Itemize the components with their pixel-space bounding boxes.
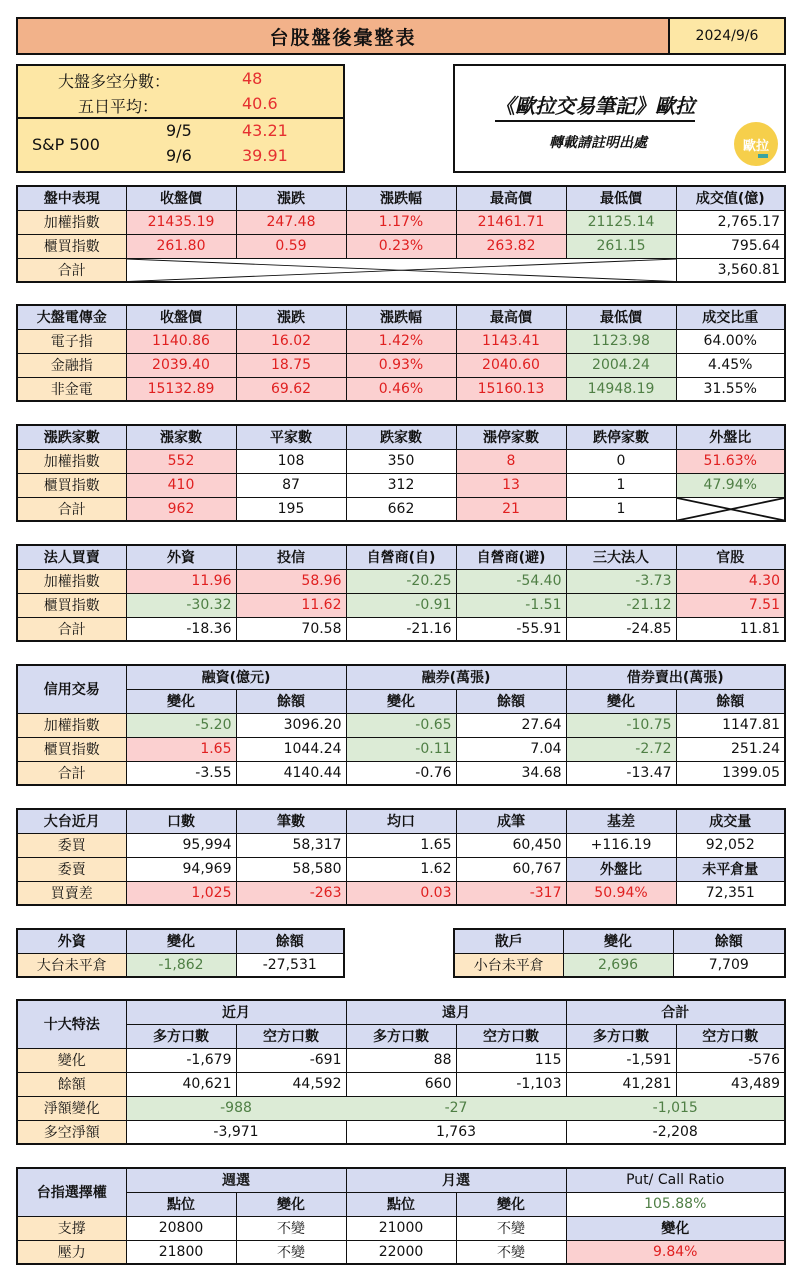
table-row: [17, 1072, 785, 1096]
row-label: 加權指數: [17, 713, 126, 737]
volume-cell: 795.64: [676, 234, 785, 258]
share-cell: 64.00%: [676, 329, 785, 353]
market-score-value: 48: [242, 69, 263, 88]
table-row: [17, 1120, 785, 1144]
row-label: 金融指: [17, 353, 126, 377]
value-cell: 34.68: [456, 761, 566, 785]
up-count-cell: 962: [126, 497, 236, 521]
score-panel: [16, 64, 345, 173]
header-cell: 十大特法: [17, 1000, 126, 1048]
value-cell: 27.64: [456, 713, 566, 737]
subheader-cell: 點位: [126, 1192, 236, 1216]
close-cell: 2039.40: [126, 353, 236, 377]
value-cell: -13.47: [566, 761, 676, 785]
low-cell: 2004.24: [566, 353, 676, 377]
dealer-hedge-cell: -1.51: [456, 593, 566, 617]
down-count-cell: 312: [346, 473, 456, 497]
flat-count-cell: 195: [236, 497, 346, 521]
row-label: 加權指數: [17, 210, 126, 234]
subheader-cell: 變化: [346, 689, 456, 713]
retail-oi-table: [453, 928, 786, 978]
header-cell: 最高價: [456, 305, 566, 329]
header-cell: 信用交易: [17, 665, 126, 713]
header-cell: 自營商(避): [456, 545, 566, 569]
header-cell: 大盤電傳金: [17, 305, 126, 329]
limit-down-cell: 0: [566, 449, 676, 473]
empty-crossed-cell: [676, 497, 785, 521]
table-row: [17, 258, 785, 282]
row-label: 委買: [17, 833, 126, 857]
table-row: [17, 857, 785, 881]
institutional-table: [16, 544, 786, 642]
net-change-cell: -27: [346, 1096, 566, 1120]
value-cell: 660: [346, 1072, 456, 1096]
row-label: 加權指數: [17, 569, 126, 593]
three-total-cell: -24.85: [566, 617, 676, 641]
value-cell: 21800: [126, 1240, 236, 1264]
close-cell: 261.80: [126, 234, 236, 258]
table-row: [17, 713, 785, 737]
lots-cell: 95,994: [126, 833, 236, 857]
subheader-cell: 空方口數: [456, 1024, 566, 1048]
group-header: 融資(億元): [126, 665, 346, 689]
deals-cell: 60,450: [456, 833, 566, 857]
high-cell: 15160.13: [456, 377, 566, 401]
value-cell: 1147.81: [676, 713, 785, 737]
dealer-self-cell: -20.25: [346, 569, 456, 593]
title-bar: [16, 17, 786, 55]
close-cell: 1140.86: [126, 329, 236, 353]
value-cell: 1044.24: [236, 737, 346, 761]
close-cell: 15132.89: [126, 377, 236, 401]
intraday-table: [16, 185, 786, 283]
down-count-cell: 662: [346, 497, 456, 521]
options-table: [16, 1167, 786, 1265]
value-cell: 1.65: [126, 737, 236, 761]
header-cell: 大台近月: [17, 809, 126, 833]
brand-subtitle: 轉載請註明出處: [549, 135, 647, 151]
row-label: 多空淨額: [17, 1120, 126, 1144]
orders-cell: 58,317: [236, 833, 346, 857]
low-cell: 21125.14: [566, 210, 676, 234]
subheader-cell: 點位: [346, 1192, 456, 1216]
row-label: 餘額: [17, 1072, 126, 1096]
dealer-self-cell: -21.16: [346, 617, 456, 641]
top10-traders-table: [16, 999, 786, 1145]
lots-cell: 1,025: [126, 881, 236, 905]
header-cell: 收盤價: [126, 186, 236, 210]
outer-ratio-cell: 51.63%: [676, 449, 785, 473]
header-cell: 三大法人: [566, 545, 676, 569]
subheader-cell: 變化: [126, 689, 236, 713]
open-interest-header: 未平倉量: [676, 857, 785, 881]
sp500-date-2: 9/6: [166, 146, 192, 165]
header-cell: 漲跌家數: [17, 425, 126, 449]
table-row: [17, 833, 785, 857]
volume-total-cell: 3,560.81: [676, 258, 785, 282]
row-label: 非金電: [17, 377, 126, 401]
value-cell: 43,489: [676, 1072, 785, 1096]
value-cell: 7.04: [456, 737, 566, 761]
header-cell: 漲跌: [236, 305, 346, 329]
subheader-cell: 餘額: [236, 689, 346, 713]
header-cell: 平家數: [236, 425, 346, 449]
value-cell: 20800: [126, 1216, 236, 1240]
credit-table: [16, 664, 786, 786]
change-cell: 247.48: [236, 210, 346, 234]
group-header: 近月: [126, 1000, 346, 1024]
value-cell: -1,103: [456, 1072, 566, 1096]
three-total-cell: -3.73: [566, 569, 676, 593]
orders-cell: 58,580: [236, 857, 346, 881]
header-cell: 口數: [126, 809, 236, 833]
row-label: 淨額變化: [17, 1096, 126, 1120]
header-cell: 散戶: [454, 929, 563, 953]
group-header: 融券(萬張): [346, 665, 566, 689]
table-row: [17, 617, 785, 641]
header-cell: 漲跌幅: [346, 305, 456, 329]
futures-table: [16, 808, 786, 906]
five-day-avg-label: 五日平均：: [78, 97, 159, 116]
table-row: [17, 473, 785, 497]
header-cell: 成交比重: [676, 305, 785, 329]
header-cell: 盤中表現: [17, 186, 126, 210]
pc-change-header: 變化: [566, 1216, 785, 1240]
net-position-cell: 1,763: [346, 1120, 566, 1144]
brand-logo-icon: 歐拉: [734, 122, 778, 166]
avg-cell: 1.62: [346, 857, 456, 881]
deals-cell: 60,767: [456, 857, 566, 881]
value-cell: -5.20: [126, 713, 236, 737]
table-row: [17, 210, 785, 234]
subheader-cell: 變化: [236, 1192, 346, 1216]
dealer-hedge-cell: -54.40: [456, 569, 566, 593]
header-cell: 均口: [346, 809, 456, 833]
brand-panel: [453, 64, 786, 173]
group-header: 借券賣出(萬張): [566, 665, 785, 689]
foreign-cell: -30.32: [126, 593, 236, 617]
trust-cell: 58.96: [236, 569, 346, 593]
subheader-cell: 空方口數: [236, 1024, 346, 1048]
sectors-table: [16, 304, 786, 402]
subheader-cell: 變化: [456, 1192, 566, 1216]
group-header: Put/ Call Ratio: [566, 1168, 785, 1192]
pct-cell: 1.17%: [346, 210, 456, 234]
pct-cell: 0.23%: [346, 234, 456, 258]
group-header: 週選: [126, 1168, 346, 1192]
row-label: 電子指: [17, 329, 126, 353]
table-row: [17, 234, 785, 258]
table-row: [17, 449, 785, 473]
avg-cell: 1.65: [346, 833, 456, 857]
value-cell: -1,679: [126, 1048, 236, 1072]
empty-crossed-cell: [126, 258, 676, 282]
gov-cell: 11.81: [676, 617, 785, 641]
header-cell: 餘額: [236, 929, 344, 953]
up-count-cell: 410: [126, 473, 236, 497]
header-cell: 漲家數: [126, 425, 236, 449]
header-cell: 變化: [563, 929, 673, 953]
basis-cell: +116.19: [566, 833, 676, 857]
subheader-cell: 多方口數: [346, 1024, 456, 1048]
value-cell: 4140.44: [236, 761, 346, 785]
table-row: [17, 593, 785, 617]
flat-count-cell: 108: [236, 449, 346, 473]
subheader-cell: 變化: [566, 689, 676, 713]
pc-ratio-value: 105.88%: [566, 1192, 785, 1216]
row-label: 大台未平倉: [17, 953, 126, 977]
net-position-cell: -2,208: [566, 1120, 785, 1144]
subheader-cell: 餘額: [456, 689, 566, 713]
change-cell: 2,696: [563, 953, 673, 977]
trust-cell: 70.58: [236, 617, 346, 641]
balance-cell: 7,709: [673, 953, 785, 977]
outer-ratio-header: 外盤比: [566, 857, 676, 881]
header-cell: 基差: [566, 809, 676, 833]
header-cell: 投信: [236, 545, 346, 569]
value-cell: 115: [456, 1048, 566, 1072]
value-cell: -576: [676, 1048, 785, 1072]
high-cell: 2040.60: [456, 353, 566, 377]
table-row: [17, 761, 785, 785]
header-cell: 跌停家數: [566, 425, 676, 449]
change-cell: 18.75: [236, 353, 346, 377]
row-label: 櫃買指數: [17, 737, 126, 761]
table-row: [17, 881, 785, 905]
sp500-value-2: 39.91: [242, 146, 288, 165]
value-cell: 88: [346, 1048, 456, 1072]
limit-down-cell: 1: [566, 497, 676, 521]
breadth-table: [16, 424, 786, 522]
row-label: 櫃買指數: [17, 473, 126, 497]
table-row: [17, 497, 785, 521]
value-cell: 不變: [236, 1240, 346, 1264]
table-row: [454, 953, 785, 977]
high-cell: 263.82: [456, 234, 566, 258]
table-row: [17, 1048, 785, 1072]
volume-cell: 92,052: [676, 833, 785, 857]
sp500-date-1: 9/5: [166, 121, 192, 140]
value-cell: 21000: [346, 1216, 456, 1240]
value-cell: -0.76: [346, 761, 456, 785]
header-cell: 漲停家數: [456, 425, 566, 449]
share-cell: 4.45%: [676, 353, 785, 377]
value-cell: -691: [236, 1048, 346, 1072]
down-count-cell: 350: [346, 449, 456, 473]
table-row: [17, 377, 785, 401]
orders-cell: -263: [236, 881, 346, 905]
subheader-cell: 空方口數: [676, 1024, 785, 1048]
trust-cell: 11.62: [236, 593, 346, 617]
change-cell: 16.02: [236, 329, 346, 353]
dealer-hedge-cell: -55.91: [456, 617, 566, 641]
value-cell: 不變: [456, 1216, 566, 1240]
row-label: 買賣差: [17, 881, 126, 905]
value-cell: -3.55: [126, 761, 236, 785]
net-position-cell: -3,971: [126, 1120, 346, 1144]
table-row: [17, 953, 344, 977]
table-row: [17, 1096, 785, 1120]
pct-cell: 1.42%: [346, 329, 456, 353]
row-label: 合計: [17, 497, 126, 521]
header-cell: 成筆: [456, 809, 566, 833]
pct-cell: 0.93%: [346, 353, 456, 377]
pc-change-value: 9.84%: [566, 1240, 785, 1264]
value-cell: -0.65: [346, 713, 456, 737]
avg-cell: 0.03: [346, 881, 456, 905]
close-cell: 21435.19: [126, 210, 236, 234]
value-cell: 22000: [346, 1240, 456, 1264]
balance-cell: -27,531: [236, 953, 344, 977]
table-row: [17, 737, 785, 761]
value-cell: 1399.05: [676, 761, 785, 785]
net-change-cell: -988: [126, 1096, 346, 1120]
header-cell: 筆數: [236, 809, 346, 833]
low-cell: 14948.19: [566, 377, 676, 401]
header-cell: 法人買賣: [17, 545, 126, 569]
row-label: 合計: [17, 761, 126, 785]
foreign-cell: 11.96: [126, 569, 236, 593]
table-row: [17, 329, 785, 353]
row-label: 櫃買指數: [17, 593, 126, 617]
open-interest-cell: 72,351: [676, 881, 785, 905]
header-cell: 最低價: [566, 186, 676, 210]
table-row: [17, 1240, 785, 1264]
outer-ratio-cell: 50.94%: [566, 881, 676, 905]
value-cell: 40,621: [126, 1072, 236, 1096]
value-cell: 44,592: [236, 1072, 346, 1096]
header-cell: 變化: [126, 929, 236, 953]
change-cell: 69.62: [236, 377, 346, 401]
value-cell: -1,591: [566, 1048, 676, 1072]
gov-cell: 7.51: [676, 593, 785, 617]
share-cell: 31.55%: [676, 377, 785, 401]
row-label: 支撐: [17, 1216, 126, 1240]
pct-cell: 0.46%: [346, 377, 456, 401]
limit-down-cell: 1: [566, 473, 676, 497]
report-date: 2024/9/6: [670, 19, 784, 53]
outer-ratio-cell: 47.94%: [676, 473, 785, 497]
value-cell: 不變: [236, 1216, 346, 1240]
gov-cell: 4.30: [676, 569, 785, 593]
net-change-cell: -1,015: [566, 1096, 785, 1120]
header-cell: 自營商(自): [346, 545, 456, 569]
header-cell: 餘額: [673, 929, 785, 953]
subheader-cell: 多方口數: [566, 1024, 676, 1048]
low-cell: 261.15: [566, 234, 676, 258]
foreign-cell: -18.36: [126, 617, 236, 641]
table-row: [17, 569, 785, 593]
row-label: 合計: [17, 258, 126, 282]
lots-cell: 94,969: [126, 857, 236, 881]
change-cell: -1,862: [126, 953, 236, 977]
row-label: 變化: [17, 1048, 126, 1072]
market-score-label: 大盤多空分數：: [58, 72, 171, 91]
brand-title: 《歐拉交易筆記》歐拉: [495, 90, 695, 122]
volume-cell: 2,765.17: [676, 210, 785, 234]
change-cell: 0.59: [236, 234, 346, 258]
subheader-cell: 餘額: [676, 689, 785, 713]
row-label: 小台未平倉: [454, 953, 563, 977]
value-cell: 251.24: [676, 737, 785, 761]
header-cell: 收盤價: [126, 305, 236, 329]
five-day-avg-value: 40.6: [242, 94, 278, 113]
header-cell: 漲跌幅: [346, 186, 456, 210]
high-cell: 21461.71: [456, 210, 566, 234]
group-header: 月選: [346, 1168, 566, 1192]
value-cell: 3096.20: [236, 713, 346, 737]
header-cell: 外盤比: [676, 425, 785, 449]
row-label: 壓力: [17, 1240, 126, 1264]
header-cell: 最高價: [456, 186, 566, 210]
row-label: 合計: [17, 617, 126, 641]
value-cell: -10.75: [566, 713, 676, 737]
header-cell: 成交量: [676, 809, 785, 833]
header-cell: 官股: [676, 545, 785, 569]
subheader-cell: 多方口數: [126, 1024, 236, 1048]
header-cell: 跌家數: [346, 425, 456, 449]
value-cell: 不變: [456, 1240, 566, 1264]
up-count-cell: 552: [126, 449, 236, 473]
header-cell: 外資: [17, 929, 126, 953]
header-cell: 漲跌: [236, 186, 346, 210]
high-cell: 1143.41: [456, 329, 566, 353]
value-cell: -2.72: [566, 737, 676, 761]
group-header: 合計: [566, 1000, 785, 1024]
header-cell: 最低價: [566, 305, 676, 329]
header-cell: 成交值(億): [676, 186, 785, 210]
foreign-oi-table: [16, 928, 345, 978]
flat-count-cell: 87: [236, 473, 346, 497]
value-cell: -0.11: [346, 737, 456, 761]
table-row: [17, 353, 785, 377]
limit-up-cell: 13: [456, 473, 566, 497]
group-header: 遠月: [346, 1000, 566, 1024]
limit-up-cell: 21: [456, 497, 566, 521]
limit-up-cell: 8: [456, 449, 566, 473]
row-label: 加權指數: [17, 449, 126, 473]
sp500-label: S&P 500: [32, 135, 100, 154]
low-cell: 1123.98: [566, 329, 676, 353]
deals-cell: -317: [456, 881, 566, 905]
sp500-value-1: 43.21: [242, 121, 288, 140]
row-label: 櫃買指數: [17, 234, 126, 258]
table-row: [17, 1216, 785, 1240]
row-label: 委賣: [17, 857, 126, 881]
header-cell: 台指選擇權: [17, 1168, 126, 1216]
header-cell: 外資: [126, 545, 236, 569]
three-total-cell: -21.12: [566, 593, 676, 617]
page-title: 台股盤後彙整表: [18, 19, 670, 53]
value-cell: 41,281: [566, 1072, 676, 1096]
dealer-self-cell: -0.91: [346, 593, 456, 617]
